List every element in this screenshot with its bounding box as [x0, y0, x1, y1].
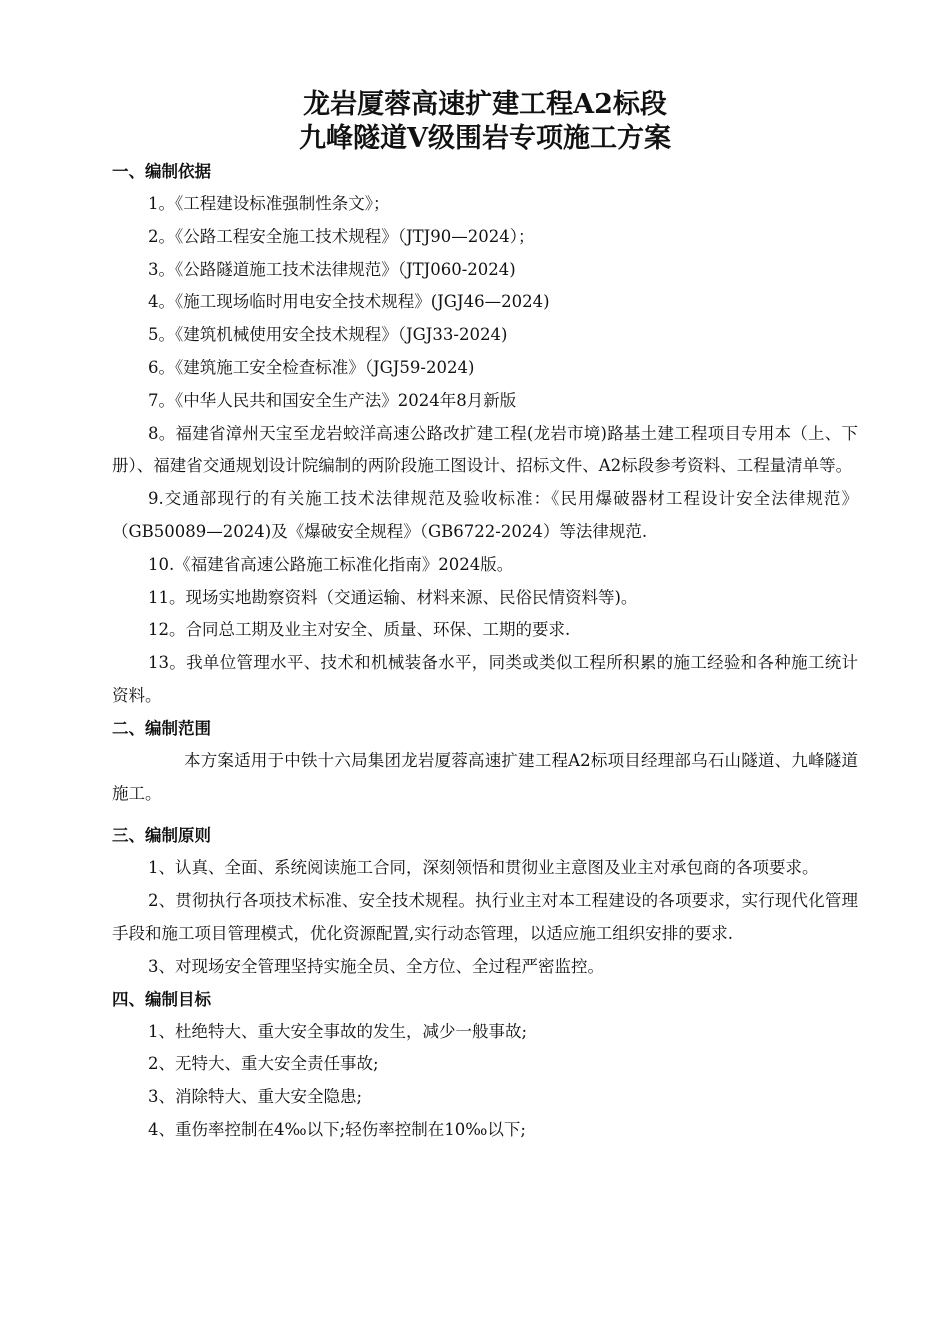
document-title-line2: 九峰隧道Ⅴ级围岩专项施工方案: [299, 123, 671, 154]
basis-item-2: 2。《公路工程安全施工技术规程》（JTJ90—2024）；: [148, 226, 535, 246]
basis-item-13: 13。我单位管理水平、技术和机械装备水平，同类或类似工程所积累的施工经验和各种施工统计资料。: [112, 653, 858, 705]
principle-item-2: 2、贯彻执行各项技术标准、安全技术规程。执行业主对本工程建设的各项要求，实行现代化管理手段和施工项目管理模式，优化资源配置,实行动态管理，以适应施工组织安排的要求.: [112, 891, 858, 943]
basis-item-1: 1。《工程建设标准强制性条文》；: [148, 194, 390, 213]
document-title-line1: 龙岩厦蓉高速扩建工程A2标段: [303, 89, 667, 120]
basis-item-10: 10.《福建省高速公路施工标准化指南》2024版。: [148, 554, 514, 574]
basis-item-3: 3。《公路隧道施工技术法律规范》（JTJ060-2024): [148, 259, 516, 279]
scope-paragraph: 本方案适用于中铁十六局集团龙岩厦蓉高速扩建工程A2标项目经理部乌石山隧道、九峰隧道施工。: [112, 750, 858, 803]
principle-item-3: 3、对现场安全管理坚持实施全员、全方位、全过程严密监控。: [148, 956, 604, 976]
basis-item-11: 11。现场实地勘察资料（交通运输、材料来源、民俗民情资料等)。: [148, 587, 638, 607]
section-scope: [112, 713, 858, 811]
basis-item-4: 4。《施工现场临时用电安全技术规程》(JGJ46—2024): [148, 292, 550, 312]
basis-item-9: 9.交通部现行的有关施工技术法律规范及验收标准：《民用爆破器材工程设计安全法律规范》（GB50089—2024)及《爆破安全规程》（GB6722-2024）等法律规范.: [112, 489, 858, 541]
target-item-3: 3、消除特大、重大安全隐患;: [148, 1087, 363, 1107]
basis-item-6: 6。《建筑施工安全检查标准》（JGJ59-2024): [148, 357, 475, 377]
basis-item-12: 12。合同总工期及业主对安全、质量、环保、工期的要求.: [148, 620, 571, 640]
target-item-2: 2、无特大、重大安全责任事故;: [148, 1054, 379, 1074]
section-basis: [112, 156, 858, 713]
section-heading: 三、编制原则: [112, 826, 211, 846]
basis-item-8: 8。福建省漳州天宝至龙岩蛟洋高速公路改扩建工程(龙岩市境)路基土建工程项目专用本（上、下册）、福建省交通规划设计院编制的两阶段施工图设计、招标文件、A2标段参考资料、工程量清单等。: [112, 423, 858, 476]
section-heading: 一、编制依据: [112, 162, 211, 181]
basis-item-7: 7。《中华人民共和国安全生产法》2024年8月新版: [148, 390, 517, 410]
section-heading: 四、编制目标: [112, 989, 211, 1009]
section-principles: [112, 820, 858, 983]
target-item-4: 4、重伤率控制在4‰以下;轻伤率控制在10‰以下;: [148, 1119, 526, 1139]
principle-item-1: 1、认真、全面、系统阅读施工合同，深刻领悟和贯彻业主意图及业主对承包商的各项要求。: [148, 858, 819, 878]
section-heading: 二、编制范围: [112, 718, 211, 738]
section-targets: [112, 984, 858, 1147]
target-item-1: 1、杜绝特大、重大安全事故的发生，减少一般事故;: [148, 1021, 528, 1041]
basis-item-5: 5。《建筑机械使用安全技术规程》（JGJ33-2024): [148, 325, 508, 345]
